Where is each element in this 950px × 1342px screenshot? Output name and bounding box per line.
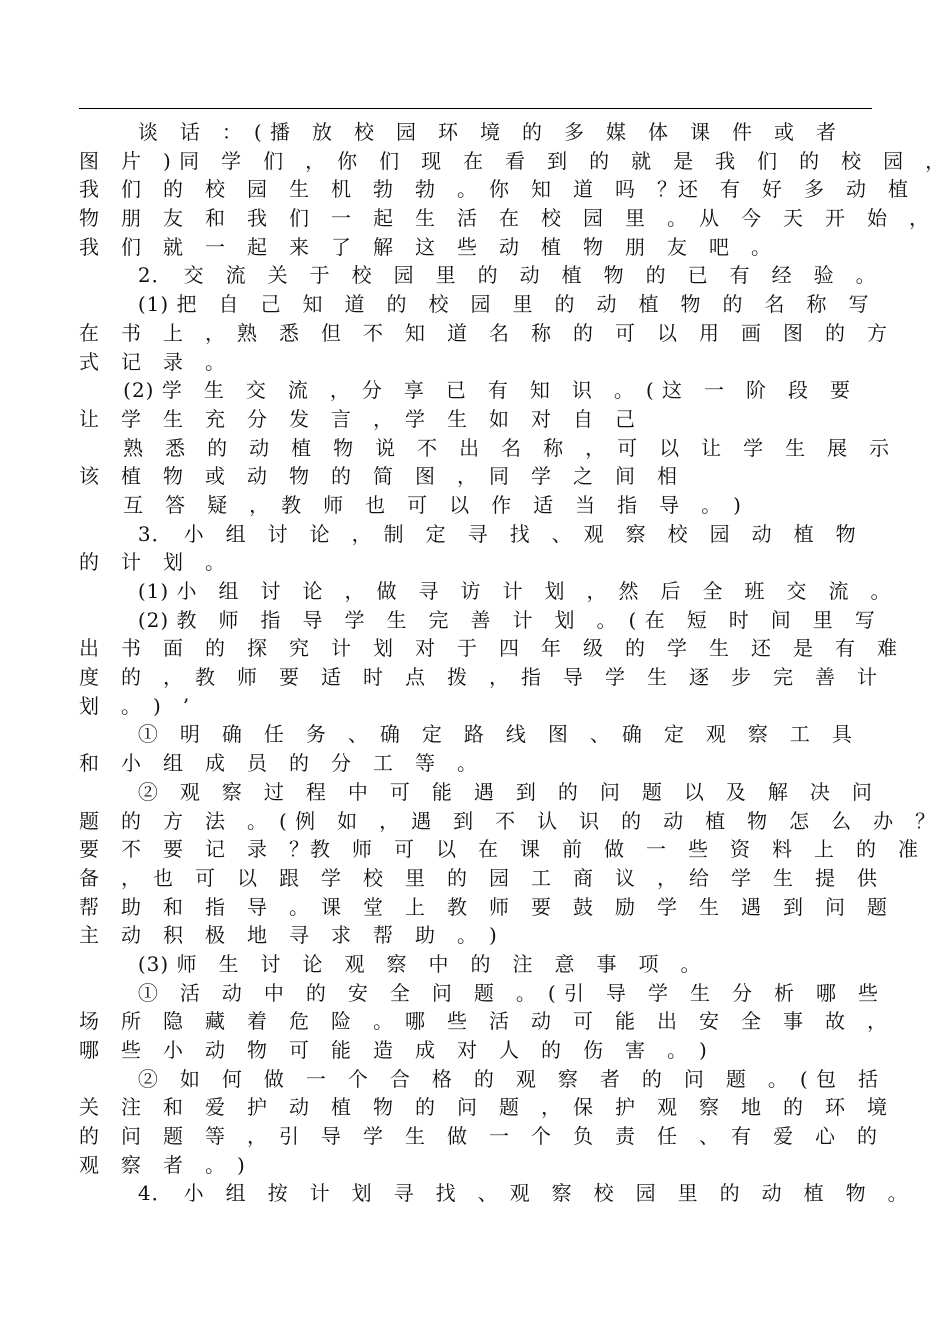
text-line: 度 的 ， 教 师 要 适 时 点 拨 ， 指 导 学 生 逐 步 完 善 计 — [79, 665, 878, 690]
text-line: 题 的 方 法 。 ( 例 如 ， 遇 到 不 认 识 的 动 植 物 怎 么 办 ？ — [79, 808, 937, 833]
text-line: 在 书 上 ， 熟 悉 但 不 知 道 名 称 的 可 以 用 画 图 的 方 — [79, 320, 888, 345]
text-line: (3) 师 生 讨 论 观 察 中 的 注 意 事 项 。 — [79, 951, 702, 976]
text-line: 备 ， 也 可 以 跟 学 校 里 的 园 工 商 议 ， 给 学 生 提 供 — [79, 865, 878, 890]
text-line: 2． 交 流 关 于 校 园 里 的 动 植 物 的 已 有 经 验 。 — [79, 263, 877, 288]
text-line: 熟 悉 的 动 植 物 说 不 出 名 称 ， 可 以 让 学 生 展 示 — [79, 435, 891, 460]
text-line: 关 注 和 爱 护 动 植 物 的 问 题 ， 保 护 观 察 地 的 环 境 — [79, 1095, 888, 1120]
text-line: (2) 教 师 指 导 学 生 完 善 计 划 。 ( 在 短 时 间 里 写 — [79, 607, 876, 632]
text-line: 我 们 就 一 起 来 了 解 这 些 动 植 物 朋 友 吧 。 — [79, 234, 772, 259]
text-line: 物 朋 友 和 我 们 一 起 生 活 在 校 园 里 。 从 今 天 开 始 ， — [79, 206, 930, 231]
document-body — [79, 118, 947, 1208]
text-line: 帮 助 和 指 导 。 课 堂 上 教 师 要 鼓 励 学 生 遇 到 问 题 — [79, 894, 888, 919]
text-line: 观 察 者 。 ) — [79, 1152, 246, 1177]
text-line: 式 记 录 。 — [79, 349, 226, 374]
text-line: (1) 把 自 己 知 道 的 校 园 里 的 动 植 物 的 名 称 写 — [79, 292, 870, 317]
text-line: ① 活 动 中 的 安 全 问 题 。 ( 引 导 学 生 分 析 哪 些 — [79, 980, 880, 1005]
text-line: ② 如 何 做 一 个 合 格 的 观 察 者 的 问 题 。 ( 包 括 — [79, 1066, 880, 1091]
text-line: 谈 话 ： ( 播 放 校 园 环 境 的 多 媒 体 课 件 或 者 — [79, 120, 838, 144]
text-line: 的 问 题 等 ， 引 导 学 生 做 一 个 负 责 任 、 有 爱 心 的 — [79, 1124, 878, 1149]
text-line: ① 明 确 任 务 、 确 定 路 线 图 、 确 定 观 察 工 具 — [79, 722, 853, 747]
text-line: 我 们 的 校 园 生 机 勃 勃 。 你 知 道 吗 ？还 有 好 多 动 植 — [79, 177, 909, 202]
text-line: 要 不 要 记 录 ？教 师 可 以 在 课 前 做 一 些 资 料 上 的 准 — [79, 837, 919, 862]
text-line: 哪 些 小 动 物 可 能 造 成 对 人 的 伤 害 。 ) — [79, 1038, 708, 1062]
text-line: 场 所 隐 藏 着 危 险 。 哪 些 活 动 可 能 出 安 全 事 故 ， — [79, 1009, 888, 1034]
text-line: 互 答 疑 ， 教 师 也 可 以 作 适 当 指 导 。 ) — [79, 492, 742, 517]
text-line: (2) 学 生 交 流 ， 分 享 已 有 知 识 。 ( 这 一 阶 段 要 — [79, 378, 851, 403]
text-line: 出 书 面 的 探 究 计 划 对 于 四 年 级 的 学 生 还 是 有 难 — [79, 636, 898, 661]
text-line: 图 片 ) 同 学 们 ， 你 们 现 在 看 到 的 就 是 我 们 的 校 园 ， — [79, 148, 947, 173]
text-line: 该 植 物 或 动 物 的 简 图 ， 同 学 之 间 相 — [79, 464, 678, 489]
text-line: 4． 小 组 按 计 划 寻 找 、 观 察 校 园 里 的 动 植 物 。 — [79, 1181, 909, 1206]
text-line: 和 小 组 成 员 的 分 工 等 。 — [79, 751, 478, 776]
text-line: ② 观 察 过 程 中 可 能 遇 到 的 问 题 以 及 解 决 问 — [79, 779, 873, 804]
text-line: (1) 小 组 讨 论 ， 做 寻 访 计 划 ， 然 后 全 班 交 流 。 — [79, 579, 892, 603]
text-line: 划 。 ) ’ — [79, 693, 191, 718]
header-rule — [79, 108, 872, 109]
text-line: 让 学 生 充 分 发 言 ， 学 生 如 对 自 己 — [79, 406, 636, 431]
text-line: 的 计 划 。 — [79, 550, 226, 575]
text-line: 3． 小 组 讨 论 ， 制 定 寻 找 、 观 察 校 园 动 植 物 — [79, 521, 857, 546]
text-line: 主 动 积 极 地 寻 求 帮 助 。 ) — [79, 923, 498, 948]
